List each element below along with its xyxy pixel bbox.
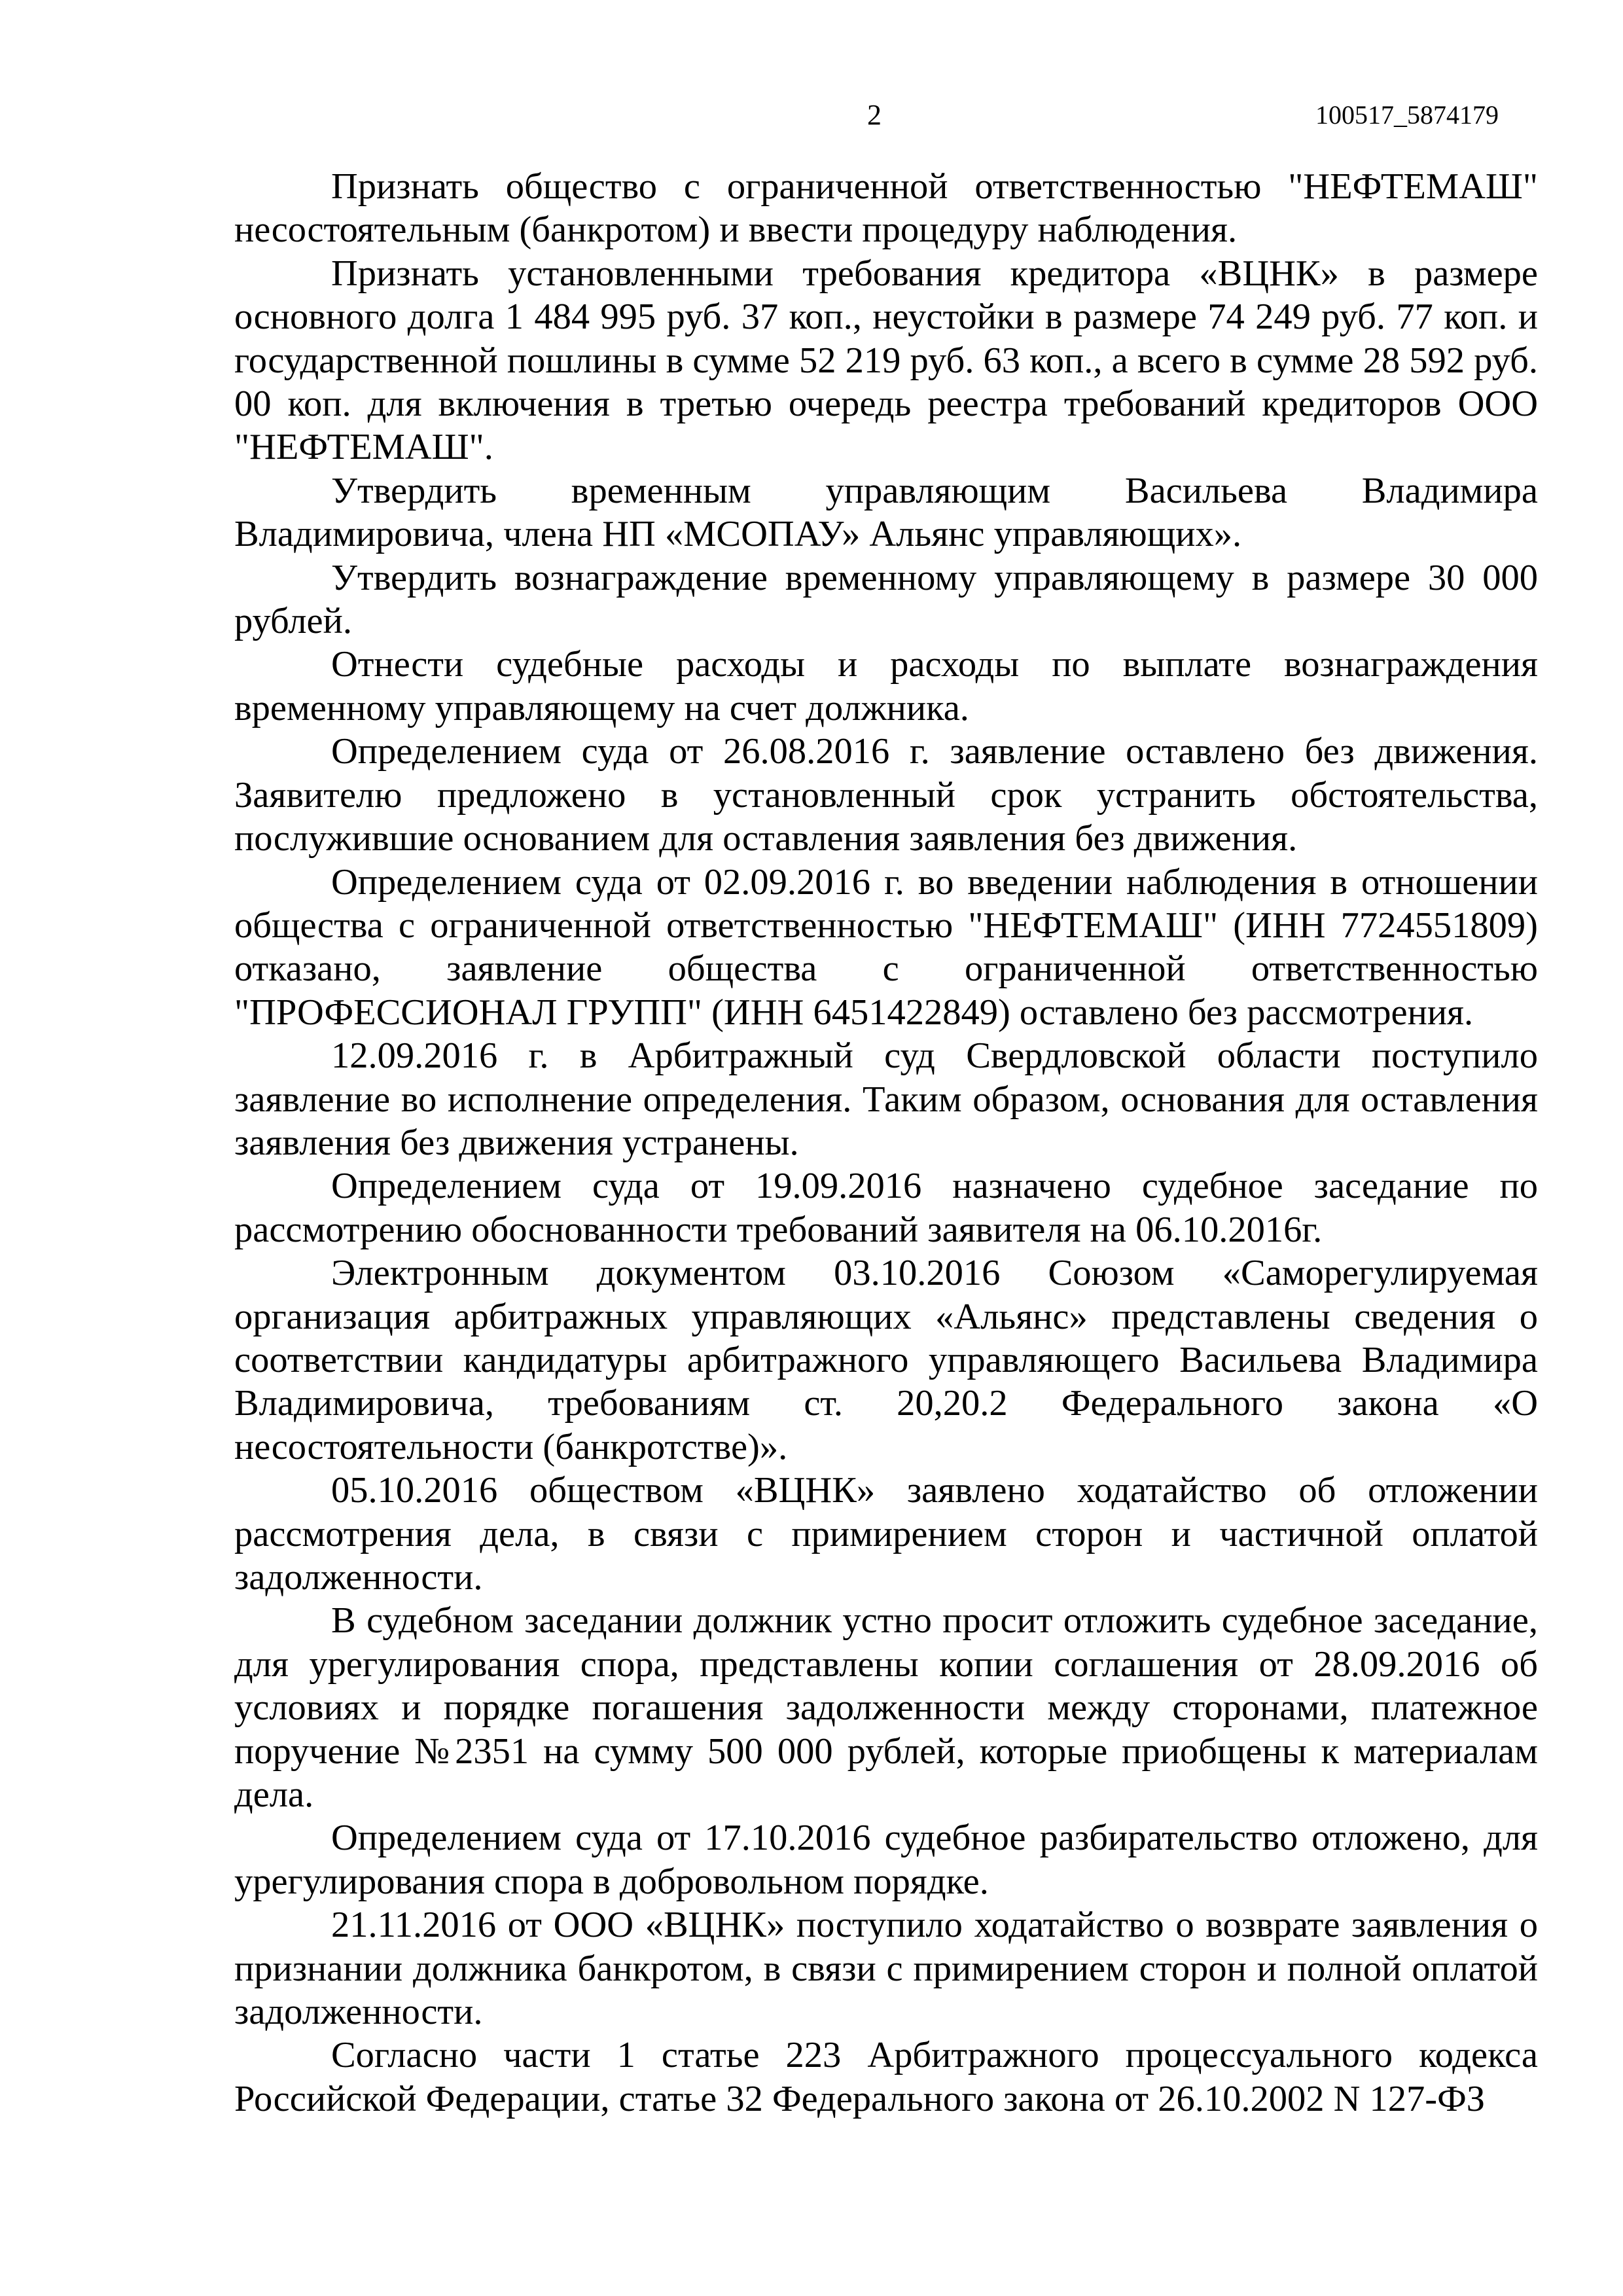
paragraph-12-09-application: 12.09.2016 г. в Арбитражный суд Свердловской области поступило заявление во исполнение определения. Таким образом, основания для оставления заявления без движения устранены. (234, 1035, 1538, 1163)
paragraph-appoint-manager: Утвердить временным управляющим Васильева Владимира Владимировича, члена НП «МСОПАУ» Альянс управляющих». (234, 470, 1538, 555)
paragraph-electronic-document: Электронным документом 03.10.2016 Союзом «Саморегулируемая организация арбитражных управляющих «Альянс» представлены сведения о соответствии кандидатуры арбитражного управляющего Васильева Владимира Владимировича, требованиям ст. 20,20.2 Федерального закона «О несостоятельности (банкротстве)». (234, 1253, 1538, 1467)
paragraph-legal-basis: Согласно части 1 статье 223 Арбитражного процессуального кодекса Российской Федерации, статье 32 Федерального закона от 26.10.2002 N 127-ФЗ (234, 2035, 1538, 2119)
document-body (234, 165, 1538, 2121)
paragraph-05-10-motion: 05.10.2016 обществом «ВЦНК» заявлено ходатайство об отложении рассмотрения дела, в связи с примирением сторон и частичной оплатой задолженности. (234, 1470, 1538, 1598)
paragraph-hearing-request: В судебном заседании должник устно просит отложить судебное заседание, для урегулирования спора, представлены копии соглашения от 28.09.2016 об условиях и порядке погашения задолженности между сторонами, платежное поручение №2351 на сумму 500 000 рублей, которые приобщены к материалам дела. (234, 1600, 1538, 1816)
paragraph-manager-fee: Утвердить вознаграждение временному управляющему в размере 30 000 рублей. (234, 557, 1538, 642)
paragraph-ruling-17-10: Определением суда от 17.10.2016 судебное разбирательство отложено, для урегулирования спора в добровольном порядке. (234, 1818, 1538, 1902)
paragraph-ruling-19-09: Определением суда от 19.09.2016 назначено судебное заседание по рассмотрению обоснованности требований заявителя на 06.10.2016г. (234, 1166, 1538, 1250)
document-code: 100517_5874179 (1315, 100, 1499, 130)
paragraph-ruling-02-09: Определением суда от 02.09.2016 г. во введении наблюдения в отношении общества с ограниченной ответственностью "НЕФТЕМАШ" (ИНН 7724551809) отказано, заявление общества с ограниченной ответственностью "ПРОФЕССИОНАЛ ГРУПП" (ИНН 6451422849) оставлено без рассмотрения. (234, 861, 1538, 1033)
paragraph-creditor-claims: Признать установленными требования кредитора «ВЦНК» в размере основного долга 1 484 995 руб. 37 коп., неустойки в размере 74 249 руб. 77 коп. и государственной пошлины в сумме 52 219 руб. 63 коп., а всего в сумме 28 592 руб. 00 коп. для включения в третью очередь реестра требований кредиторов ООО "НЕФТЕМАШ". (234, 253, 1538, 468)
paragraph-21-11-motion: 21.11.2016 от ООО «ВЦНК» поступило ходатайство о возврате заявления о признании должника банкротом, в связи с примирением сторон и полной оплатой задолженности. (234, 1905, 1538, 2033)
page-number: 2 (867, 99, 882, 131)
paragraph-court-expenses: Отнести судебные расходы и расходы по выплате вознаграждения временному управляющему на счет должника. (234, 644, 1538, 728)
paragraph-declare-insolvent: Признать общество с ограниченной ответственностью "НЕФТЕМАШ" несостоятельным (банкротом) и ввести процедуру наблюдения. (234, 166, 1538, 251)
paragraph-ruling-26-08: Определением суда от 26.08.2016 г. заявление оставлено без движения. Заявителю предложено в установленный срок устранить обстоятельства, послужившие основанием для оставления заявления без движения. (234, 731, 1538, 859)
